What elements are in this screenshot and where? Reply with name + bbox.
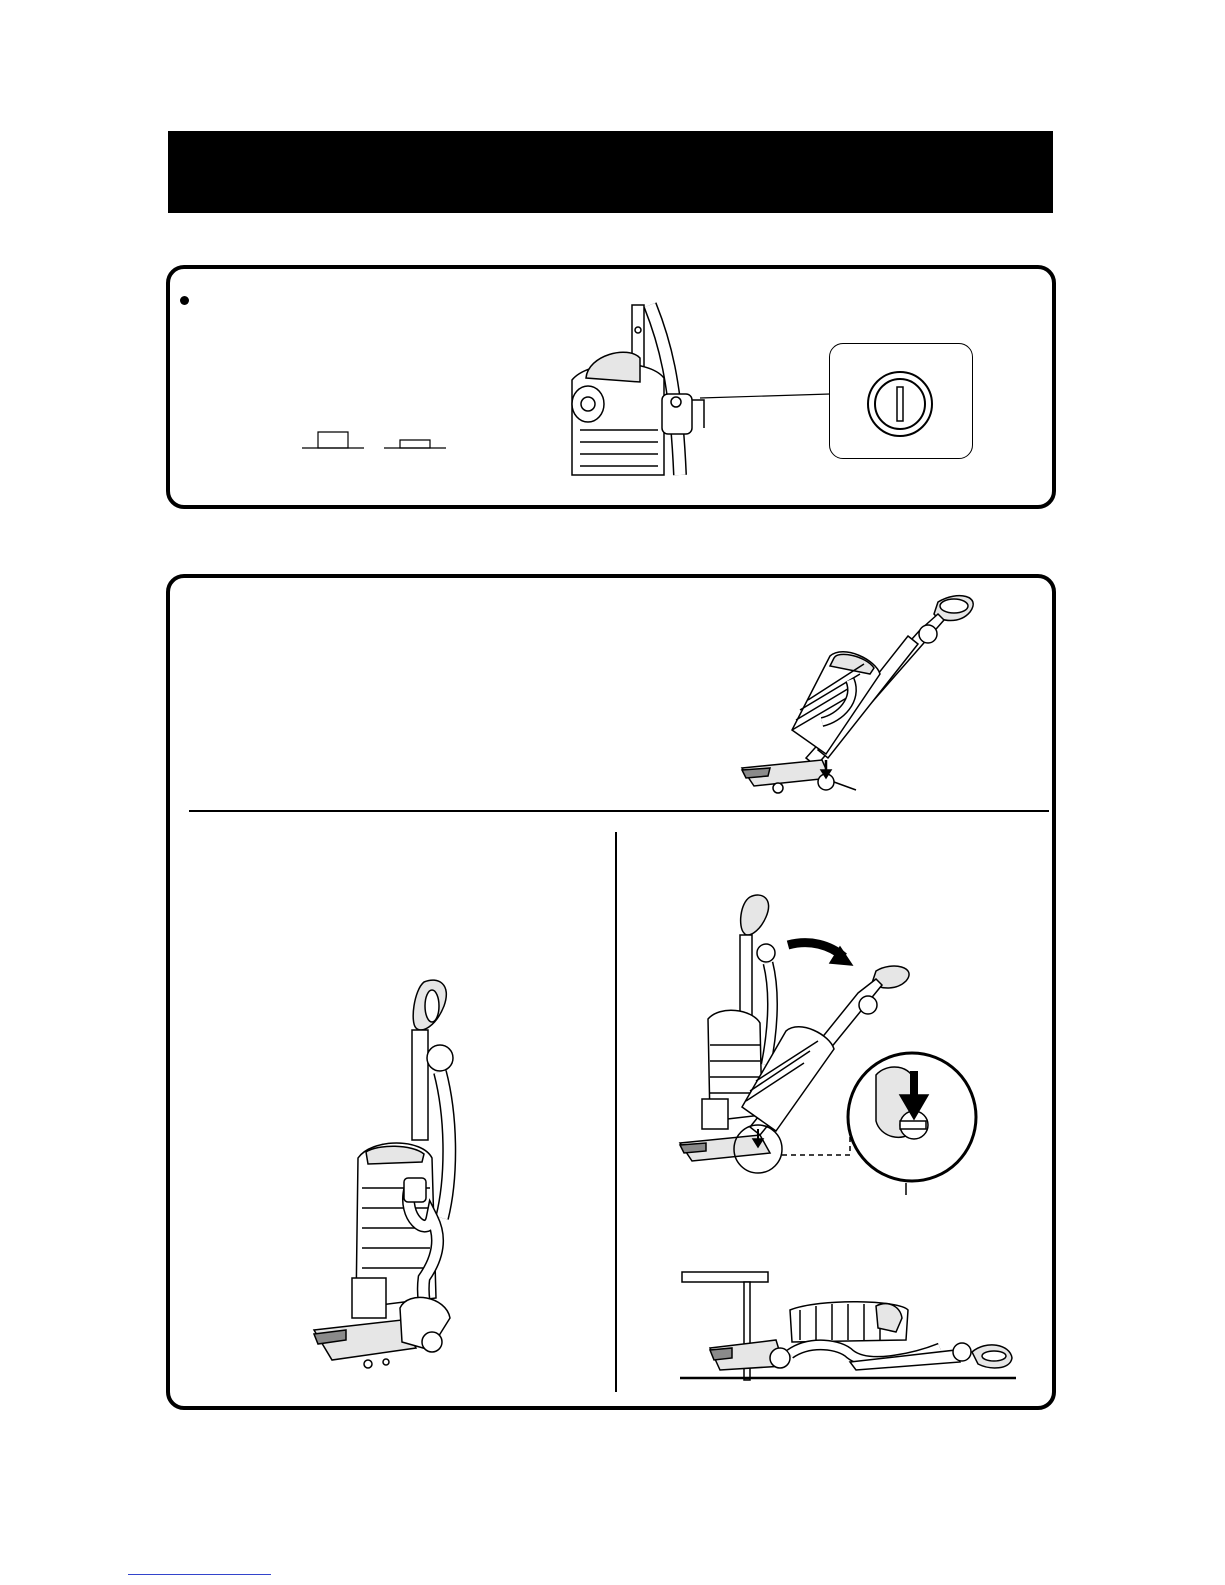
tilted-vacuum-illustration <box>730 590 990 805</box>
vertical-divider <box>615 832 617 1392</box>
flat-vacuum-under-table-illustration <box>680 1270 1020 1382</box>
leader-line <box>700 390 835 410</box>
tilt-vacuum-illustration <box>680 895 1000 1195</box>
bullet-point <box>180 296 189 305</box>
switch-position-symbols <box>300 428 450 454</box>
footer-link-underline[interactable] <box>128 1574 271 1575</box>
section-header-bar <box>168 131 1053 213</box>
upright-vacuum-illustration <box>312 978 472 1373</box>
power-switch-icon <box>865 369 935 439</box>
horizontal-divider <box>189 810 1049 812</box>
